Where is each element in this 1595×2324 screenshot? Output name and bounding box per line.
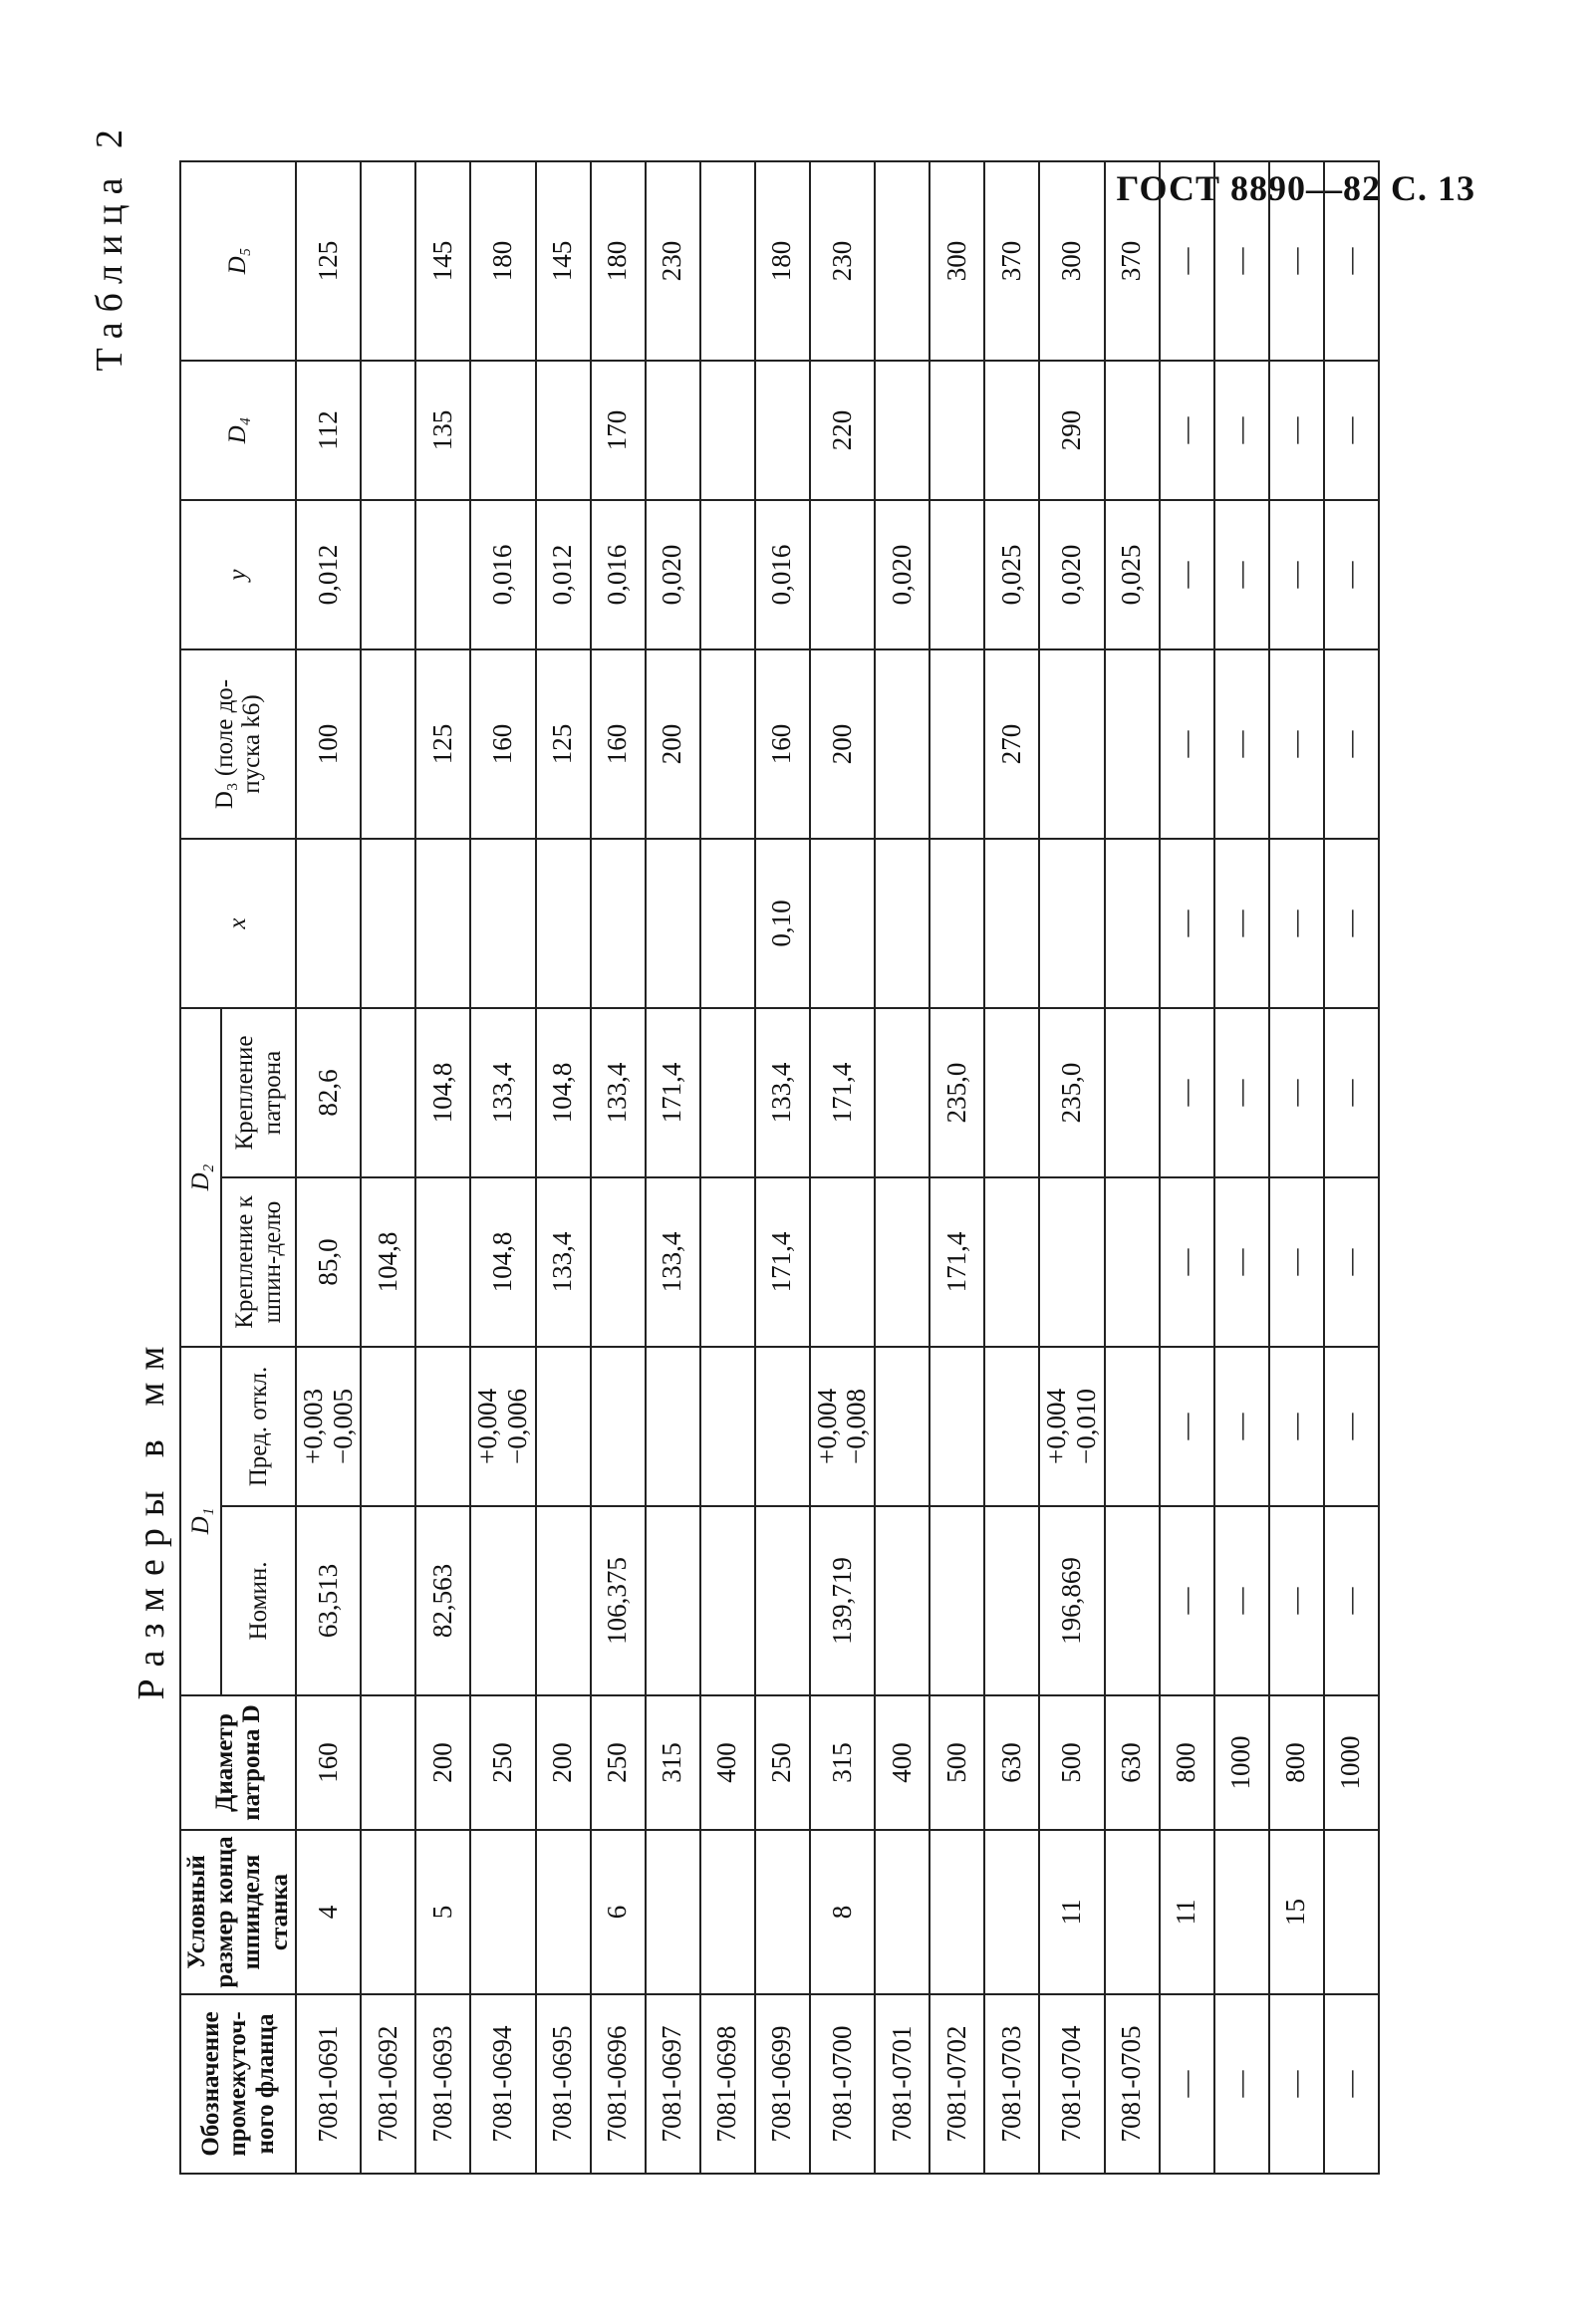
table-row bbox=[930, 161, 984, 2174]
cell-d4: 220 bbox=[810, 361, 875, 500]
cell-y bbox=[361, 500, 415, 649]
cell-d4: 135 bbox=[415, 361, 470, 500]
cell-x bbox=[470, 839, 535, 1008]
cell-d5 bbox=[361, 161, 415, 361]
cell-d2-spindle: 171,4 bbox=[755, 1177, 810, 1347]
cell-designation: 7081-0691 bbox=[296, 1994, 361, 2174]
cell-d2-chuck: 104,8 bbox=[536, 1008, 591, 1177]
cell-y bbox=[415, 500, 470, 649]
cell-d5: 180 bbox=[470, 161, 535, 361]
cell-d3: 200 bbox=[810, 649, 875, 839]
cell-d1-dev bbox=[536, 1347, 591, 1506]
cell-d1-dev bbox=[591, 1347, 646, 1506]
cell-chuck-diameter: 250 bbox=[591, 1695, 646, 1830]
cell-d3 bbox=[1105, 649, 1160, 839]
cell-d3: — bbox=[1324, 649, 1379, 839]
cell-x bbox=[646, 839, 700, 1008]
table-row bbox=[536, 161, 591, 2174]
table-body bbox=[296, 161, 1379, 2174]
cell-d1-nom: 82,563 bbox=[415, 1506, 470, 1695]
cell-spindle-size: 5 bbox=[415, 1830, 470, 1994]
cell-d3: 125 bbox=[415, 649, 470, 839]
cell-d3: — bbox=[1269, 649, 1324, 839]
cell-d2-chuck: — bbox=[1324, 1008, 1379, 1177]
cell-chuck-diameter: 1000 bbox=[1214, 1695, 1269, 1830]
table-row bbox=[700, 161, 755, 2174]
cell-chuck-diameter: 630 bbox=[984, 1695, 1039, 1830]
cell-designation: 7081-0705 bbox=[1105, 1994, 1160, 2174]
cell-d4: — bbox=[1160, 361, 1214, 500]
cell-y: — bbox=[1324, 500, 1379, 649]
table-row bbox=[984, 161, 1039, 2174]
cell-designation: 7081-0702 bbox=[930, 1994, 984, 2174]
cell-chuck-diameter: 315 bbox=[646, 1695, 700, 1830]
cell-d3 bbox=[930, 649, 984, 839]
cell-spindle-size bbox=[361, 1830, 415, 1994]
cell-chuck-diameter bbox=[361, 1695, 415, 1830]
cell-y: 0,012 bbox=[296, 500, 361, 649]
cell-chuck-diameter: 400 bbox=[875, 1695, 930, 1830]
cell-y: 0,020 bbox=[1039, 500, 1104, 649]
cell-d5: 370 bbox=[1105, 161, 1160, 361]
cell-x bbox=[361, 839, 415, 1008]
cell-d2-spindle bbox=[591, 1177, 646, 1347]
cell-designation: 7081-0692 bbox=[361, 1994, 415, 2174]
cell-chuck-diameter: 400 bbox=[700, 1695, 755, 1830]
cell-d2-chuck: 235,0 bbox=[930, 1008, 984, 1177]
cell-spindle-size bbox=[755, 1830, 810, 1994]
table-row bbox=[810, 161, 875, 2174]
cell-chuck-diameter: 630 bbox=[1105, 1695, 1160, 1830]
col-header-d1-nominal: Номин. bbox=[221, 1506, 296, 1695]
cell-d2-spindle bbox=[1039, 1177, 1104, 1347]
cell-y: 0,025 bbox=[1105, 500, 1160, 649]
cell-chuck-diameter: 800 bbox=[1160, 1695, 1214, 1830]
table-row bbox=[755, 161, 810, 2174]
cell-d2-chuck: — bbox=[1160, 1008, 1214, 1177]
col-header-d4: D₄ bbox=[180, 361, 296, 500]
cell-d5: — bbox=[1269, 161, 1324, 361]
cell-d1-nom bbox=[875, 1506, 930, 1695]
cell-d2-chuck: 171,4 bbox=[646, 1008, 700, 1177]
cell-x bbox=[875, 839, 930, 1008]
cell-d1-dev bbox=[361, 1347, 415, 1506]
cell-d1-dev bbox=[415, 1347, 470, 1506]
col-header-d1-deviation: Пред. откл. bbox=[221, 1347, 296, 1506]
cell-d1-dev bbox=[984, 1347, 1039, 1506]
cell-x bbox=[700, 839, 755, 1008]
cell-d1-nom: 63,513 bbox=[296, 1506, 361, 1695]
cell-y: 0,020 bbox=[875, 500, 930, 649]
cell-d1-nom bbox=[470, 1506, 535, 1695]
cell-d2-spindle: 171,4 bbox=[930, 1177, 984, 1347]
cell-d4: 170 bbox=[591, 361, 646, 500]
cell-d1-nom bbox=[700, 1506, 755, 1695]
cell-y bbox=[930, 500, 984, 649]
cell-d3 bbox=[1039, 649, 1104, 839]
cell-d2-chuck: 133,4 bbox=[591, 1008, 646, 1177]
cell-x bbox=[1105, 839, 1160, 1008]
cell-chuck-diameter: 250 bbox=[755, 1695, 810, 1830]
cell-spindle-size: 11 bbox=[1160, 1830, 1214, 1994]
cell-d1-nom bbox=[646, 1506, 700, 1695]
table-row bbox=[296, 161, 361, 2174]
cell-x bbox=[930, 839, 984, 1008]
cell-designation: 7081-0703 bbox=[984, 1994, 1039, 2174]
cell-spindle-size bbox=[984, 1830, 1039, 1994]
cell-d2-spindle bbox=[415, 1177, 470, 1347]
cell-d3: 100 bbox=[296, 649, 361, 839]
cell-designation: 7081-0696 bbox=[591, 1994, 646, 2174]
cell-d1-nom bbox=[536, 1506, 591, 1695]
cell-spindle-size bbox=[1214, 1830, 1269, 1994]
cell-d3: 160 bbox=[470, 649, 535, 839]
table-row bbox=[875, 161, 930, 2174]
cell-d3: — bbox=[1160, 649, 1214, 839]
cell-d2-spindle: 133,4 bbox=[536, 1177, 591, 1347]
cell-x: — bbox=[1269, 839, 1324, 1008]
cell-d3: 125 bbox=[536, 649, 591, 839]
cell-d3: 160 bbox=[591, 649, 646, 839]
cell-x bbox=[415, 839, 470, 1008]
cell-d5: 300 bbox=[1039, 161, 1104, 361]
cell-y: 0,016 bbox=[591, 500, 646, 649]
cell-d4 bbox=[755, 361, 810, 500]
cell-d2-chuck: 133,4 bbox=[470, 1008, 535, 1177]
cell-d2-spindle bbox=[875, 1177, 930, 1347]
cell-d5: 230 bbox=[810, 161, 875, 361]
col-header-designation: Обозначение промежуточ-ного фланца bbox=[180, 1994, 296, 2174]
cell-d2-spindle: — bbox=[1160, 1177, 1214, 1347]
cell-d3 bbox=[875, 649, 930, 839]
cell-d2-spindle bbox=[810, 1177, 875, 1347]
cell-d2-chuck: 104,8 bbox=[415, 1008, 470, 1177]
cell-d1-dev bbox=[700, 1347, 755, 1506]
cell-designation: 7081-0693 bbox=[415, 1994, 470, 2174]
cell-d1-dev: — bbox=[1160, 1347, 1214, 1506]
cell-d4 bbox=[470, 361, 535, 500]
cell-designation: 7081-0698 bbox=[700, 1994, 755, 2174]
cell-spindle-size bbox=[700, 1830, 755, 1994]
cell-x bbox=[536, 839, 591, 1008]
cell-designation: 7081-0697 bbox=[646, 1994, 700, 2174]
cell-y: 0,020 bbox=[646, 500, 700, 649]
cell-d2-chuck: 133,4 bbox=[755, 1008, 810, 1177]
cell-d1-dev: — bbox=[1324, 1347, 1379, 1506]
cell-d2-spindle bbox=[700, 1177, 755, 1347]
cell-d1-nom bbox=[930, 1506, 984, 1695]
cell-d2-spindle: — bbox=[1214, 1177, 1269, 1347]
cell-d5: — bbox=[1214, 161, 1269, 361]
dimensions-table bbox=[179, 160, 1380, 2175]
cell-d4 bbox=[700, 361, 755, 500]
cell-chuck-diameter: 800 bbox=[1269, 1695, 1324, 1830]
table-row bbox=[470, 161, 535, 2174]
cell-spindle-size bbox=[470, 1830, 535, 1994]
cell-y: 0,016 bbox=[755, 500, 810, 649]
cell-d4 bbox=[875, 361, 930, 500]
cell-designation: 7081-0695 bbox=[536, 1994, 591, 2174]
col-header-d5: D₅ bbox=[180, 161, 296, 361]
cell-designation: 7081-0699 bbox=[755, 1994, 810, 2174]
cell-y: — bbox=[1269, 500, 1324, 649]
cell-x: — bbox=[1214, 839, 1269, 1008]
cell-d1-nom: — bbox=[1160, 1506, 1214, 1695]
cell-d2-chuck: 171,4 bbox=[810, 1008, 875, 1177]
cell-spindle-size: 4 bbox=[296, 1830, 361, 1994]
cell-d2-chuck: 82,6 bbox=[296, 1008, 361, 1177]
col-header-d2: D₂ bbox=[180, 1008, 221, 1347]
cell-d1-nom bbox=[361, 1506, 415, 1695]
cell-d1-dev: +0,003 −0,005 bbox=[296, 1347, 361, 1506]
cell-d4 bbox=[930, 361, 984, 500]
cell-d5: 180 bbox=[591, 161, 646, 361]
col-header-chuck-diameter: Диаметр патрона D bbox=[180, 1695, 296, 1830]
cell-d3: 160 bbox=[755, 649, 810, 839]
cell-d5 bbox=[875, 161, 930, 361]
cell-d5: 180 bbox=[755, 161, 810, 361]
cell-chuck-diameter: 160 bbox=[296, 1695, 361, 1830]
cell-d3 bbox=[361, 649, 415, 839]
cell-y: 0,025 bbox=[984, 500, 1039, 649]
cell-d2-spindle bbox=[1105, 1177, 1160, 1347]
cell-d1-dev bbox=[755, 1347, 810, 1506]
table-row bbox=[1160, 161, 1214, 2174]
cell-d3: 270 bbox=[984, 649, 1039, 839]
cell-d5: 125 bbox=[296, 161, 361, 361]
cell-d4: 112 bbox=[296, 361, 361, 500]
cell-d1-nom: — bbox=[1214, 1506, 1269, 1695]
cell-y: 0,016 bbox=[470, 500, 535, 649]
cell-spindle-size bbox=[536, 1830, 591, 1994]
table-row bbox=[415, 161, 470, 2174]
cell-d4 bbox=[536, 361, 591, 500]
cell-chuck-diameter: 200 bbox=[415, 1695, 470, 1830]
cell-y: — bbox=[1160, 500, 1214, 649]
cell-d4: — bbox=[1324, 361, 1379, 500]
col-header-d2-spindle: Крепление к шпин-делю bbox=[221, 1177, 296, 1347]
cell-x: — bbox=[1324, 839, 1379, 1008]
cell-x bbox=[810, 839, 875, 1008]
cell-spindle-size bbox=[1324, 1830, 1379, 1994]
cell-d2-chuck bbox=[361, 1008, 415, 1177]
cell-d4 bbox=[984, 361, 1039, 500]
cell-spindle-size bbox=[1105, 1830, 1160, 1994]
cell-y: — bbox=[1214, 500, 1269, 649]
table-row bbox=[591, 161, 646, 2174]
cell-x bbox=[984, 839, 1039, 1008]
cell-designation: — bbox=[1324, 1994, 1379, 2174]
cell-d4: 290 bbox=[1039, 361, 1104, 500]
cell-chuck-diameter: 500 bbox=[930, 1695, 984, 1830]
col-header-x: x bbox=[180, 839, 296, 1008]
cell-designation: 7081-0694 bbox=[470, 1994, 535, 2174]
cell-d4 bbox=[361, 361, 415, 500]
cell-d1-dev: — bbox=[1269, 1347, 1324, 1506]
cell-d1-nom: 139,719 bbox=[810, 1506, 875, 1695]
cell-designation: — bbox=[1214, 1994, 1269, 2174]
cell-d1-dev bbox=[646, 1347, 700, 1506]
table-caption: Таблица 2 bbox=[89, 120, 131, 372]
cell-d5 bbox=[700, 161, 755, 361]
cell-chuck-diameter: 200 bbox=[536, 1695, 591, 1830]
cell-y: 0,012 bbox=[536, 500, 591, 649]
cell-d5: — bbox=[1160, 161, 1214, 361]
table-row bbox=[1105, 161, 1160, 2174]
cell-d1-nom: — bbox=[1269, 1506, 1324, 1695]
cell-d1-nom bbox=[755, 1506, 810, 1695]
cell-d2-spindle: 85,0 bbox=[296, 1177, 361, 1347]
cell-d1-dev bbox=[1105, 1347, 1160, 1506]
cell-designation: — bbox=[1160, 1994, 1214, 2174]
cell-spindle-size: 11 bbox=[1039, 1830, 1104, 1994]
cell-d2-chuck: — bbox=[1214, 1008, 1269, 1177]
cell-x: — bbox=[1160, 839, 1214, 1008]
table-row bbox=[646, 161, 700, 2174]
cell-d2-spindle: — bbox=[1324, 1177, 1379, 1347]
cell-x bbox=[591, 839, 646, 1008]
cell-d5: 300 bbox=[930, 161, 984, 361]
cell-spindle-size bbox=[930, 1830, 984, 1994]
cell-d1-dev bbox=[930, 1347, 984, 1506]
cell-d2-chuck: 235,0 bbox=[1039, 1008, 1104, 1177]
cell-spindle-size bbox=[646, 1830, 700, 1994]
col-header-d2-chuck: Крепление патрона bbox=[221, 1008, 296, 1177]
cell-y bbox=[700, 500, 755, 649]
col-header-d3: D₃ (поле до-пуска k6) bbox=[180, 649, 296, 839]
table-row bbox=[361, 161, 415, 2174]
cell-d2-spindle: 133,4 bbox=[646, 1177, 700, 1347]
cell-d4: — bbox=[1269, 361, 1324, 500]
cell-d2-chuck bbox=[875, 1008, 930, 1177]
cell-d5: 145 bbox=[415, 161, 470, 361]
cell-x bbox=[296, 839, 361, 1008]
cell-spindle-size: 8 bbox=[810, 1830, 875, 1994]
cell-d2-chuck bbox=[984, 1008, 1039, 1177]
cell-d1-dev bbox=[875, 1347, 930, 1506]
cell-d2-spindle: 104,8 bbox=[361, 1177, 415, 1347]
cell-d1-dev: — bbox=[1214, 1347, 1269, 1506]
cell-chuck-diameter: 250 bbox=[470, 1695, 535, 1830]
cell-d1-nom: 106,375 bbox=[591, 1506, 646, 1695]
col-header-y: y bbox=[180, 500, 296, 649]
cell-d5: — bbox=[1324, 161, 1379, 361]
cell-d4 bbox=[1105, 361, 1160, 500]
cell-d1-dev: +0,004 −0,006 bbox=[470, 1347, 535, 1506]
cell-d2-spindle: 104,8 bbox=[470, 1177, 535, 1347]
cell-d4 bbox=[646, 361, 700, 500]
cell-d1-nom bbox=[984, 1506, 1039, 1695]
cell-designation: 7081-0700 bbox=[810, 1994, 875, 2174]
cell-d5: 370 bbox=[984, 161, 1039, 361]
cell-designation: 7081-0704 bbox=[1039, 1994, 1104, 2174]
cell-spindle-size bbox=[875, 1830, 930, 1994]
dimensions-caption: Размеры в мм bbox=[131, 1334, 172, 1700]
cell-d1-dev: +0,004 −0,008 bbox=[810, 1347, 875, 1506]
cell-d5: 145 bbox=[536, 161, 591, 361]
cell-spindle-size: 15 bbox=[1269, 1830, 1324, 1994]
cell-spindle-size: 6 bbox=[591, 1830, 646, 1994]
cell-d2-spindle: — bbox=[1269, 1177, 1324, 1347]
cell-chuck-diameter: 315 bbox=[810, 1695, 875, 1830]
col-header-spindle-size: Условный размер конца шпинделя станка bbox=[180, 1830, 296, 1994]
table-row bbox=[1324, 161, 1379, 2174]
cell-d5: 230 bbox=[646, 161, 700, 361]
col-header-d1: D₁ bbox=[180, 1347, 221, 1695]
table-row bbox=[1039, 161, 1104, 2174]
cell-y bbox=[810, 500, 875, 649]
table-row bbox=[1269, 161, 1324, 2174]
cell-d1-nom: — bbox=[1324, 1506, 1379, 1695]
cell-designation: 7081-0701 bbox=[875, 1994, 930, 2174]
cell-x: 0,10 bbox=[755, 839, 810, 1008]
cell-d3: 200 bbox=[646, 649, 700, 839]
page-header: ГОСТ 8890—82 С. 13 bbox=[1116, 168, 1475, 208]
cell-designation: — bbox=[1269, 1994, 1324, 2174]
cell-d3 bbox=[700, 649, 755, 839]
cell-x bbox=[1039, 839, 1104, 1008]
cell-chuck-diameter: 1000 bbox=[1324, 1695, 1379, 1830]
cell-d2-chuck: — bbox=[1269, 1008, 1324, 1177]
cell-d1-nom: 196,869 bbox=[1039, 1506, 1104, 1695]
cell-d3: — bbox=[1214, 649, 1269, 839]
cell-chuck-diameter: 500 bbox=[1039, 1695, 1104, 1830]
cell-d4: — bbox=[1214, 361, 1269, 500]
cell-d2-spindle bbox=[984, 1177, 1039, 1347]
table-row bbox=[1214, 161, 1269, 2174]
cell-d1-nom bbox=[1105, 1506, 1160, 1695]
cell-d2-chuck bbox=[700, 1008, 755, 1177]
cell-d2-chuck bbox=[1105, 1008, 1160, 1177]
cell-d1-dev: +0,004 −0,010 bbox=[1039, 1347, 1104, 1506]
